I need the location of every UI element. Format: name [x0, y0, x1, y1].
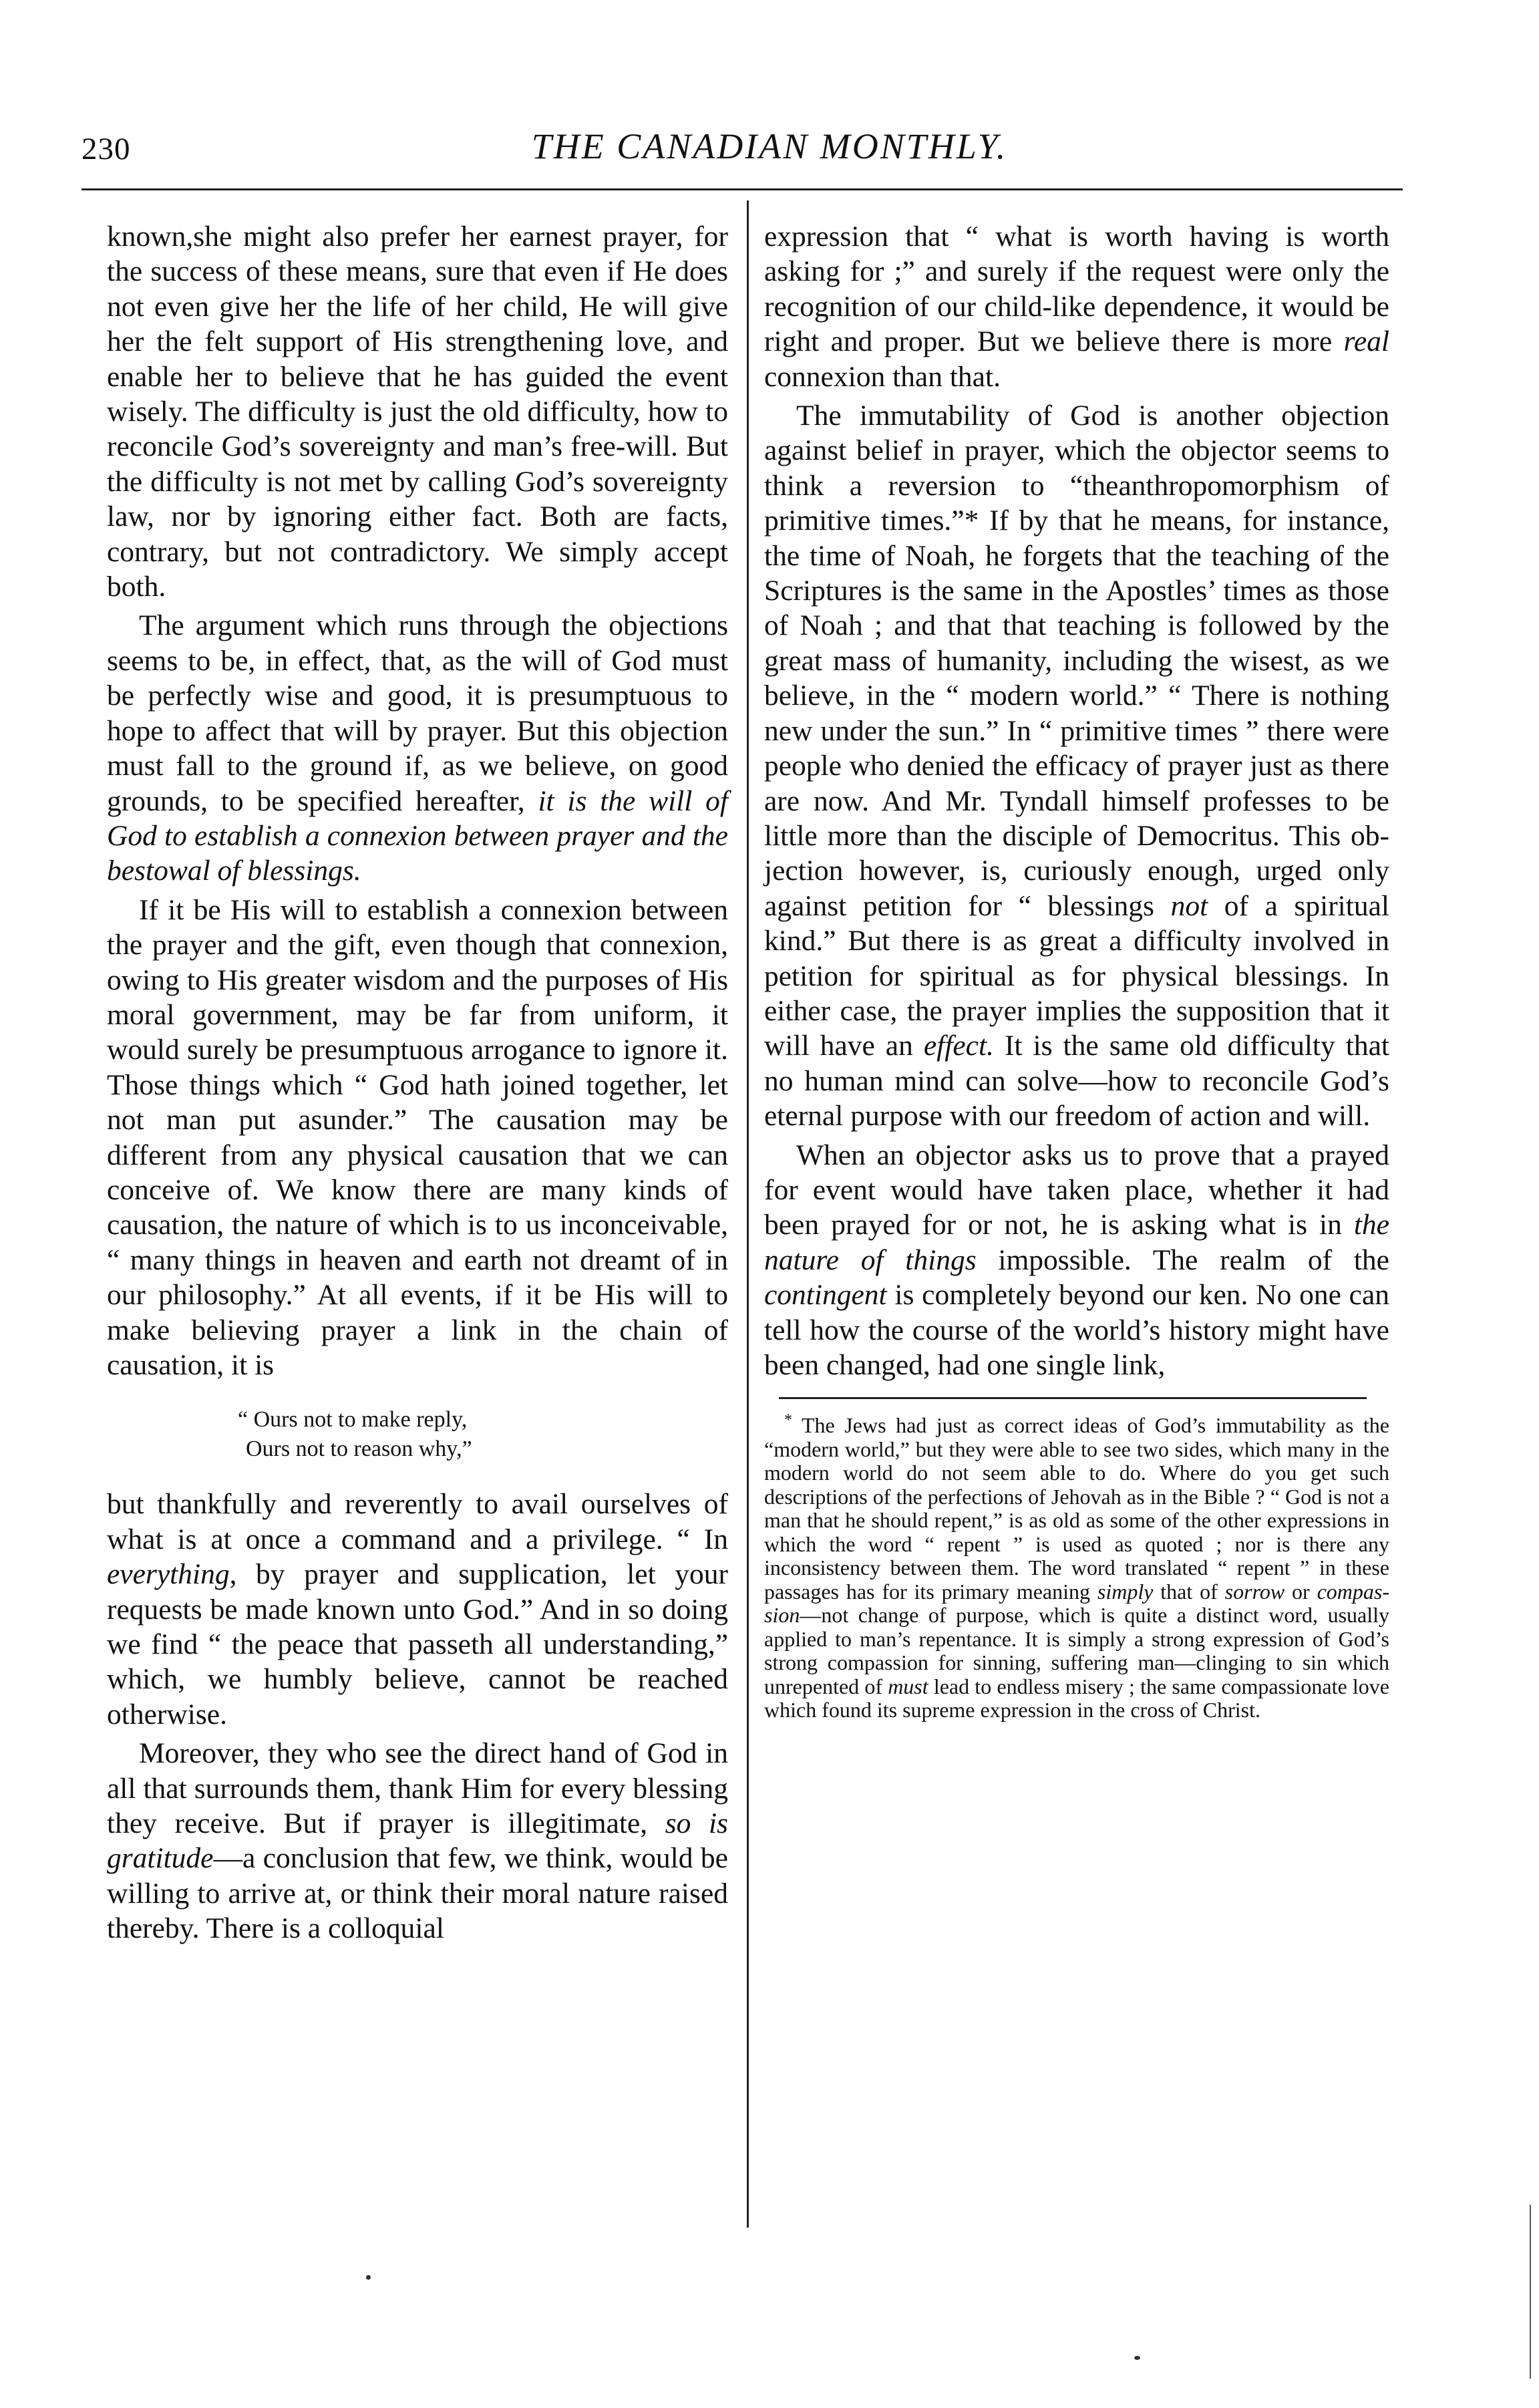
print-speck [366, 2275, 371, 2280]
paragraph-text: It is the same old difficulty that no human mind can solve—how to reconcile God’s eternal purpose with our freedom of action and will. [764, 1030, 1390, 1133]
paragraph-text: impossible. The realm of the [976, 1243, 1389, 1276]
verse-line: “ Ours not to make reply, [238, 1407, 468, 1433]
paragraph-text: Moreover, they who see the direct hand of God in all that surrounds them, thank Him for every blessing they receive. But if prayer is illegitimate, [107, 1737, 728, 1840]
paragraph-text: When an objector asks us to prove that a prayed for event would have taken place, whether it had been prayed for or not, he is asking what is in [764, 1139, 1389, 1241]
right-column [764, 219, 1389, 1722]
footnote-rule [779, 1397, 1367, 1399]
left-column [107, 219, 728, 1946]
running-title: THE CANADIAN MONTHLY. [531, 126, 1008, 166]
paragraph-text: expression that “ what is worth having is worth asking for ;” and surely if the request were only the recognition of our child-like dependence, it would be right and proper. But we believe there is more [764, 220, 1389, 358]
header-rule [81, 188, 1403, 190]
emphasis: the nature of things [764, 1209, 1389, 1276]
paragraph [107, 608, 728, 888]
paragraph-text: is completely beyond our ken. No one can tell how the course of the world’s history might have been changed, had one single link, [764, 1279, 1389, 1381]
footnote-mark: * [784, 1411, 792, 1429]
paragraph: If it be His will to establish a connexion between the prayer and the gift, even though that connexion, owing to His greater wisdom and the purposes of His moral government, may be far from uniform, it would surely be presumptuous arrogance to ignore it. Those things which “ God hath joined together, let not man put asunder.” The causation may be different from any physical causation that we can conceive of. We know there are many kinds of causation, the nature of which is to us inconceivable, “ many things in heaven and earth not dreamt of in our philosophy.” At all events, if it be His will to make believing prayer a link in the chain of causation, it is [107, 893, 728, 1381]
emphasis: compassion [764, 1579, 1390, 1628]
paragraph [764, 398, 1389, 1134]
paragraph [764, 1138, 1389, 1383]
verse-line: Ours not to reason why,” [246, 1437, 472, 1462]
emphasis: simply [1097, 1579, 1154, 1604]
paragraph [107, 1487, 728, 1732]
footnote-text: lead to endless misery ; the same compassionate love which found its supreme expression in the cross of Christ. [764, 1674, 1390, 1722]
paragraph-text: The argument which runs through the objections seems to be, in effect, that, as the will of God must be perfectly wise and good, it is presumptuous to hope to affect that will by prayer. But this objection must fall to the ground if, as we believe, on good grounds, to be specified hereafter, [107, 609, 728, 817]
footnote [764, 1411, 1390, 1722]
footnote-text: or [1285, 1579, 1317, 1604]
emphasis: sorrow [1224, 1579, 1285, 1604]
emphasis: contingent [764, 1279, 887, 1312]
paragraph [764, 219, 1389, 394]
emphasis: not [1170, 889, 1208, 922]
paragraph [107, 1736, 728, 1946]
print-speck [1134, 2356, 1140, 2360]
paragraph-text: of a spiritual kind.” But there is as great a difficulty involved in petition for spiritual as for physical blessings. In either case, the prayer implies the supposition that it will have an [764, 889, 1389, 1062]
emphasis: everything [107, 1558, 230, 1591]
paragraph-text: but thankfully and reverently to avail ourselves of what is at once a command and a privilege. “ In [107, 1488, 728, 1555]
verse-quote [238, 1405, 728, 1464]
emphasis: effect. [923, 1030, 994, 1062]
emphasis: so is gratitude [107, 1807, 728, 1875]
paragraph-text: —a conclusion that few, we think, would be willing to arrive at, or think their moral nature raised thereby. There is a colloquial [107, 1842, 728, 1945]
page-number: 230 [81, 132, 131, 166]
paragraph-text: connexion than that. [764, 360, 1001, 393]
footnote-text: —not change of purpose, which is quite a distinct word, usually applied to man’s repentance. It is simply a strong expression of God’s strong compassion for sinning, suffering man—clinging to sin which unrepented of [764, 1603, 1389, 1698]
footnote-text: that of [1153, 1579, 1225, 1604]
paragraph-text: , by prayer and supplication, let your requests be made known unto God.” And in so doing we find “ the peace that passeth all understanding,” which, we humbly believe, cannot be reached otherwise. [107, 1558, 728, 1730]
column-divider [747, 200, 749, 2228]
paragraph-text: The immutability of God is another objection against belief in prayer, which the objector seems to think a reversion to “theanthropomorphism of primitive times.”* If by that he means, for instance, the time of Noah, he forgets that the teaching of the Scriptures is the same in the Apostles’ times as those of Noah ; and that that teaching is followed by the great mass of humanity, including the wisest, as we believe, in the “ modern world.” “ There is nothing new under the sun.” In “ primitive times ” there were people who denied the efficacy of prayer just as there are now. And Mr. Tyndall himself professes to be little more than the disciple of Democritus. This objection however, is, curiously enough, urged only against petition for “ blessings [764, 400, 1389, 922]
paragraph: known,she might also prefer her earnest prayer, for the success of these means, sure that even if He does not even give her the life of her child, He will give her the felt support of His strengthening love, and enable her to believe that he has guided the event wisely. The difficulty is just the old difficulty, how to reconcile God’s sovereignty and man’s free-will. But the difficulty is not met by calling God’s sovereignty law, nor by ignoring either fact. Both are facts, contrary, but not contradictory. We simply accept both. [107, 220, 728, 603]
emphasis: real [1343, 325, 1389, 358]
emphasis: it is the will of God to establish a connexion between prayer and the bestowal of blessings. [107, 784, 728, 887]
emphasis: must [888, 1674, 928, 1698]
page-edge-mark [1530, 2205, 1531, 2379]
footnote-text: The Jews had just as correct ideas of God’s immutability as the “modern world,” but they were able to see two sides, which many in the modern world do not seem able to do. Where do you get such descriptions of the perfections of Jehovah as in the Bible ? “ God is not a man that he should repent,” is as old as some of the other expressions in which the word “ repent ” is used as quoted ; nor is there any inconsistency between them. The word translated “ repent ” in these passages has for its primary meaning [764, 1413, 1389, 1604]
